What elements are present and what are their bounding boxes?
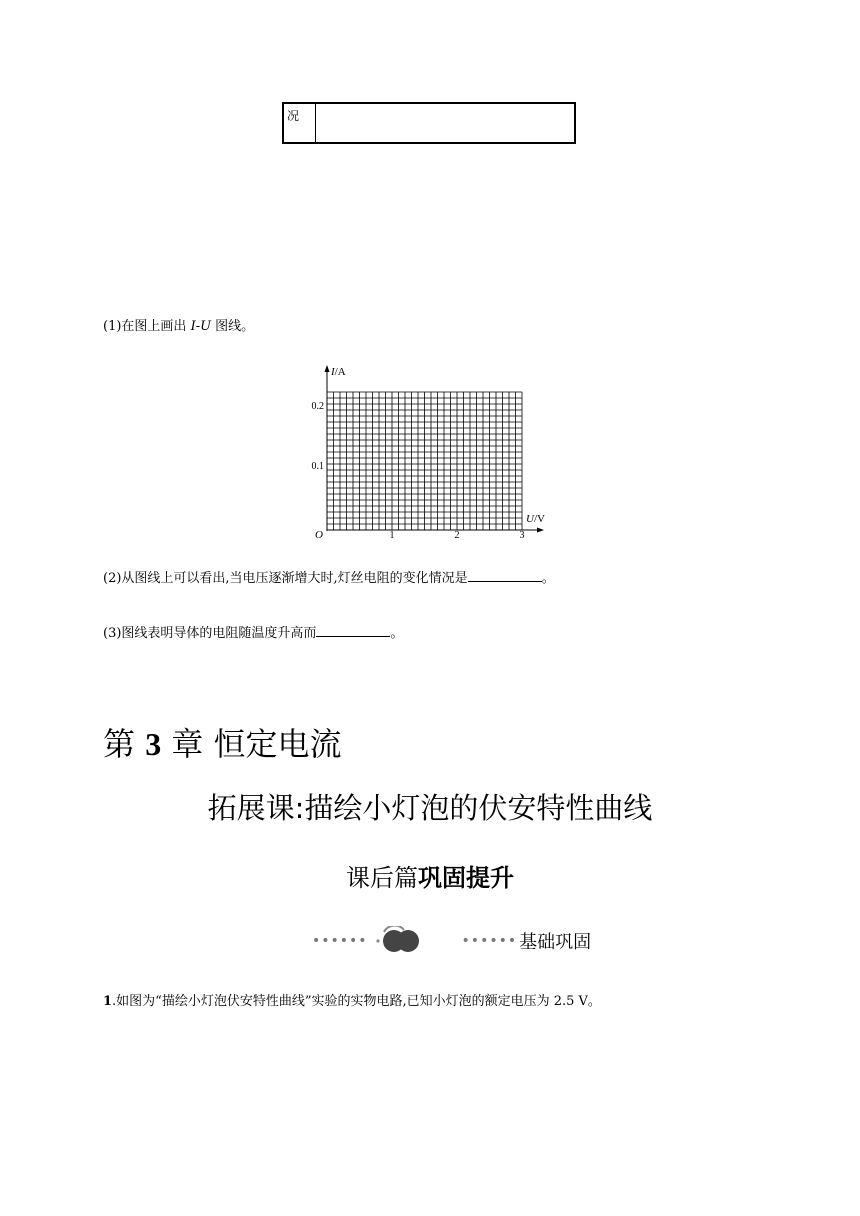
question-2-end: 。 [541,571,555,586]
subtitle-normal: 课后篇 [346,864,418,892]
answer-blank[interactable] [316,624,390,637]
chapter-number: 3 [145,726,162,762]
x-tick-label: 1 [389,530,395,541]
x-tick-label: 2 [454,530,460,541]
answer-blank[interactable] [468,569,542,582]
question-2-text: (2)从图线上可以看出,当电压逐渐增大时,灯丝电阻的变化情况是 [103,571,468,586]
section-bar [312,926,591,956]
problem-text: .如图为“描绘小灯泡伏安特性曲线”实验的实物电路,已知小灯泡的额定电压为 2.5 V。 [112,994,601,1009]
question-3 [103,624,403,642]
question-1-suffix: 图线。 [211,319,255,334]
problem-number: 1 [103,994,113,1009]
lesson-title: 拓展课:描绘小灯泡的伏安特性曲线 [207,791,653,825]
dots-decoration: •••••• [312,933,368,949]
chapter-prefix: 第 [103,725,146,763]
chapter-suffix: 章 恒定电流 [161,725,342,763]
iu-graph-svg [300,362,560,542]
question-3-text: (3)图线表明导体的电阻随温度升高而 [103,626,317,641]
y-axis-label: I/A [331,366,346,378]
question-1 [103,319,254,335]
y-axis-arrow-icon [325,365,330,372]
section-badge-icon [372,926,424,956]
origin-label: O [315,529,323,541]
question-1-prefix: (1)在图上画出 [103,319,191,334]
y-tick-label: 0.2 [311,401,324,412]
section-label: 基础巩固 [519,932,592,953]
table-fragment [282,102,576,144]
iu-graph [300,362,560,546]
chapter-heading [103,722,342,766]
question-3-end: 。 [390,626,404,641]
question-1-var: I-U [190,319,212,334]
section-subtitle [0,860,860,896]
x-tick-label: 3 [519,530,525,541]
subtitle-bold: 巩固提升 [418,864,514,892]
x-axis-label: U/V [526,513,545,525]
dots-decoration: •••••• [461,933,518,949]
y-tick-label: 0.1 [311,461,324,472]
x-axis-arrow-icon [537,528,544,533]
question-2 [103,569,555,587]
table-cell-label: 况 [284,104,316,142]
problem-1 [103,994,601,1010]
